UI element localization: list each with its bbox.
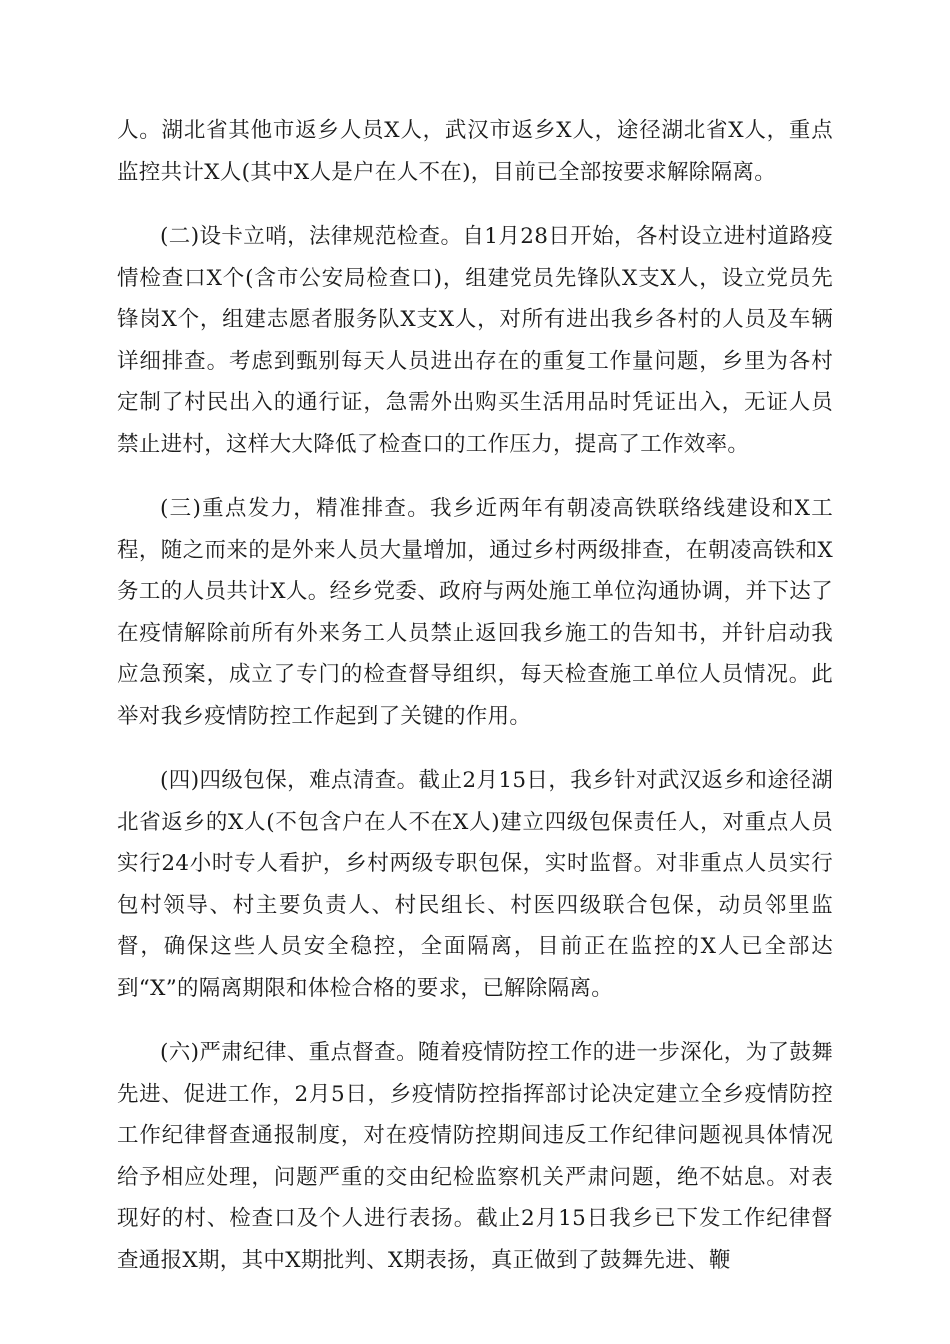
paragraph-four-level-guarantee: (四)四级包保，难点清查。截止2月15日，我乡针对武汉返乡和途径湖北省返乡的X人(不包含户在人不在X人)建立四级包保责任人，对重点人员实行24小时专人看护，乡村两级专职包保，实时监督。对非重点人员实行包村领导、村主要负责人、村民组长、村医四级联合包保，动员邻里监督，确保这些人员安全稳控，全面隔离，目前正在监控的X人已全部达到“X”的隔离期限和体检合格的要求，已解除隔离。 bbox=[117, 768, 833, 1001]
paragraph-continuation: 人。湖北省其他市返乡人员X人，武汉市返乡X人，途径湖北省X人，重点监控共计X人(其中X人是户在人不在)，目前已全部按要求解除隔离。 bbox=[117, 118, 833, 185]
paragraph-key-screening: (三)重点发力，精准排查。我乡近两年有朝凌高铁联络线建设和X工程，随之而来的是外来人员大量增加，通过乡村两级排查，在朝凌高铁和X务工的人员共计X人。经乡党委、政府与两处施工单位沟通协调，并下达了在疫情解除前所有外来务工人员禁止返回我乡施工的告知书，并针启动我应急预案，成立了专门的检查督导组织，每天检查施工单位人员情况。此举对我乡疫情防控工作起到了关键的作用。 bbox=[117, 496, 833, 729]
paragraph-checkpoints: (二)设卡立哨，法律规范检查。自1月28日开始，各村设立进村道路疫情检查口X个(含市公安局检查口)，组建党员先锋队X支X人，设立党员先锋岗X个，组建志愿者服务队X支X人，对所有进出我乡各村的人员及车辆详细排查。考虑到甄别每天人员进出存在的重复工作量问题，乡里为各村定制了村民出入的通行证，急需外出购买生活用品时凭证出入，无证人员禁止进村，这样大大降低了检查口的工作压力，提高了工作效率。 bbox=[117, 224, 833, 457]
paragraph-discipline-inspection: (六)严肃纪律、重点督查。随着疫情防控工作的进一步深化，为了鼓舞先进、促进工作，2月5日，乡疫情防控指挥部讨论决定建立全乡疫情防控工作纪律督查通报制度，对在疫情防控期间违反工作纪律问题视具体情况给予相应处理，问题严重的交由纪检监察机关严肃问题，绝不姑息。对表现好的村、检查口及个人进行表扬。截止2月15日我乡已下发工作纪律督查通报X期，其中X期批判、X期表扬，真正做到了鼓舞先进、鞭 bbox=[117, 1040, 833, 1273]
document-body bbox=[117, 110, 833, 1304]
